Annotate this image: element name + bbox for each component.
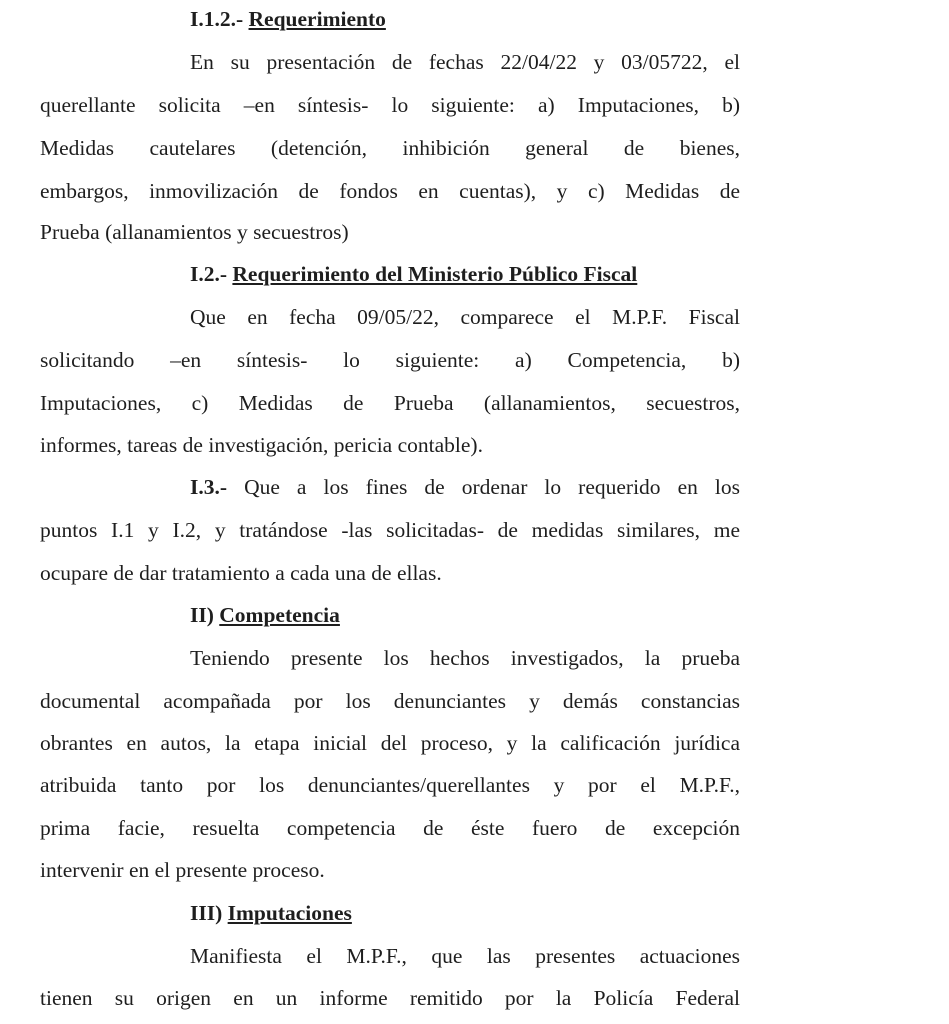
heading-i-2 [40, 259, 740, 289]
heading-number: I.3.- [190, 475, 228, 499]
paragraph-line: informes, tareas de investigación, pericia contable). [40, 433, 483, 457]
paragraph-line: prima facie, resuelta competencia de éste fuero de excepción [40, 816, 740, 840]
paragraph-line: En su presentación de fechas 22/04/22 y 03/05722, el [190, 50, 740, 74]
paragraph-line: puntos I.1 y I.2, y tratándose -las solicitadas- de medidas similares, me [40, 518, 740, 542]
heading-title: Requerimiento [248, 7, 386, 31]
heading-ii [40, 600, 740, 630]
paragraph-line: querellante solicita –en síntesis- lo siguiente: a) Imputaciones, b) [40, 93, 740, 117]
heading-title: Requerimiento del Ministerio Público Fiscal [232, 262, 638, 286]
paragraph-line: solicitando –en síntesis- lo siguiente: a) Competencia, b) [40, 348, 740, 372]
paragraph-line: Que en fecha 09/05/22, comparece el M.P.F. Fiscal [190, 305, 740, 329]
paragraph-line: intervenir en el presente proceso. [40, 858, 325, 882]
paragraph-line: Imputaciones, c) Medidas de Prueba (allanamientos, secuestros, [40, 391, 740, 415]
paragraph-line: Teniendo presente los hechos investigados, la prueba [190, 646, 740, 670]
paragraph-i-3-first-line [40, 472, 740, 502]
paragraph-line: Manifiesta el M.P.F., que las presentes actuaciones [190, 944, 740, 968]
paragraph-line: atribuida tanto por los denunciantes/querellantes y por el M.P.F., [40, 773, 740, 797]
paragraph-line: ocupare de dar tratamiento a cada una de ellas. [40, 561, 442, 585]
paragraph-line: tienen su origen en un informe remitido por la Policía Federal [40, 986, 740, 1010]
heading-iii [40, 898, 740, 928]
paragraph-line: Prueba (allanamientos y secuestros) [40, 220, 349, 244]
heading-number: I.2.- [190, 262, 228, 286]
paragraph-line: Medidas cautelares (detención, inhibición general de bienes, [40, 136, 740, 160]
paragraph-text: Que a los fines de ordenar lo requerido en los [244, 475, 740, 499]
paragraph-line: obrantes en autos, la etapa inicial del proceso, y la calificación jurídica [40, 731, 740, 755]
paragraph-line: documental acompañada por los denunciantes y demás constancias [40, 689, 740, 713]
heading-number: II) [190, 603, 214, 627]
heading-number: I.1.2.- [190, 7, 244, 31]
heading-number: III) [190, 901, 223, 925]
heading-title: Imputaciones [227, 901, 352, 925]
paragraph-line: embargos, inmovilización de fondos en cuentas), y c) Medidas de [40, 179, 740, 203]
heading-i-1-2 [40, 4, 740, 34]
heading-title: Competencia [219, 603, 340, 627]
